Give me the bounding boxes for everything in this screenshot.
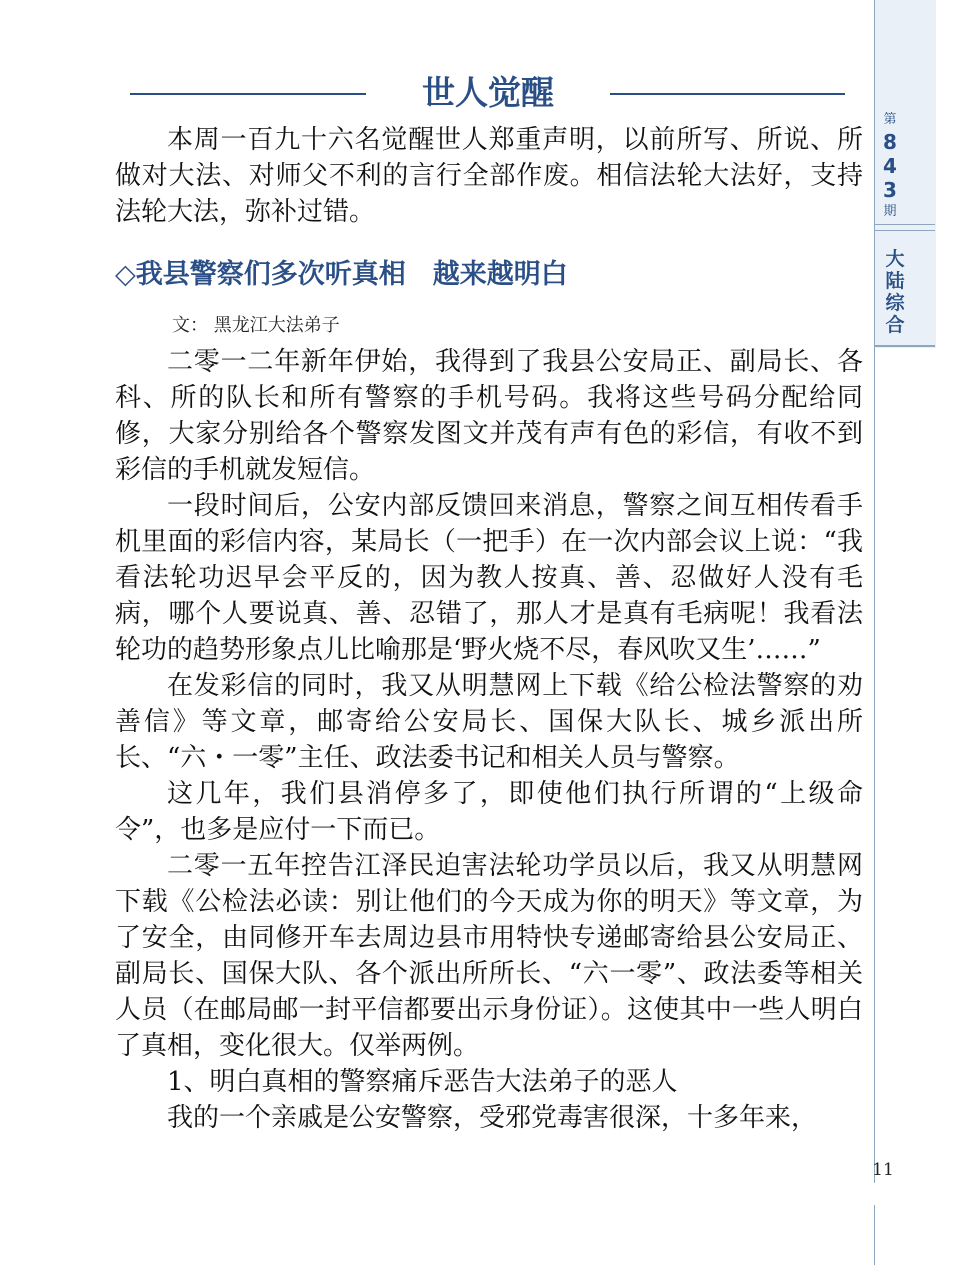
page-edge-rule: [874, 348, 875, 1183]
article-body: [115, 344, 863, 1136]
header-rule-left: [130, 93, 366, 95]
article-author: 文： 黑龙江大法弟子: [172, 315, 340, 336]
section-char: 合: [885, 314, 905, 336]
article-paragraph: 二零一五年控告江泽民迫害法轮功学员以后，我又从明慧网下载《公检法必读：别让他们的今天成为你的明天》等文章，为了安全，由同修开车去周边县市用特快专递邮寄给县公安局正、副局长、国保大队、各个派出所所长、“六一零”、政法委等相关人员（在邮局邮一封平信都要出示身份证）。这使其中一些人明白了真相，变化很大。仅举两例。: [115, 851, 863, 1061]
article-paragraph: 这几年，我们县消停多了，即使他们执行所谓的“上级命令”，也多是应付一下而已。: [115, 779, 863, 845]
intro-paragraph: 本周一百九十六名觉醒世人郑重声明，以前所写、所说、所做对大法、对师父不利的言行全部作废。相信法轮大法好，支持法轮大法，弥补过错。: [115, 125, 863, 227]
issue-digit: 3: [883, 178, 897, 202]
sidebar-divider: [874, 345, 935, 347]
sidebar-divider: [874, 224, 935, 225]
issue-digit: 4: [883, 154, 897, 178]
section-char: 大: [885, 248, 905, 270]
issue-suffix: 期: [883, 204, 897, 219]
section-char: 陆: [885, 270, 905, 292]
issue-digit: 8: [883, 130, 897, 154]
issue-label: [874, 110, 906, 222]
page-number: 11: [872, 1160, 894, 1180]
article-paragraph: 我的一个亲戚是公安警察，受邪党毒害很深，十多年来，: [167, 1103, 818, 1133]
article-subheading: 1、明白真相的警察痛斥恶告大法弟子的恶人: [167, 1067, 678, 1097]
issue-prefix: 第: [883, 112, 897, 127]
intro-block: [115, 122, 863, 230]
section-header: [130, 72, 845, 116]
section-title: 世人觉醒: [422, 73, 554, 112]
article-title: ◇我县警察们多次听真相 越来越明白: [115, 259, 568, 290]
section-tag: [874, 248, 916, 336]
article-paragraph: 在发彩信的同时，我又从明慧网上下载《给公检法警察的劝善信》等文章，邮寄给公安局长、国保大队长、城乡派出所长、“六・一零”主任、政法委书记和相关人员与警察。: [115, 671, 863, 773]
sidebar-divider: [874, 230, 935, 231]
page-edge-rule: [874, 1205, 875, 1265]
header-rule-right: [610, 93, 845, 95]
section-char: 综: [885, 292, 905, 314]
article-paragraph: 一段时间后，公安内部反馈回来消息，警察之间互相传看手机里面的彩信内容，某局长（一把手）在一次内部会议上说：“我看法轮功迟早会平反的，因为教人按真、善、忍做好人没有毛病，哪个人要说真、善、忍错了，那人才是真有毛病呢！我看法轮功的趋势形象点儿比喻那是‘野火烧不尽，春风吹又生’……”: [115, 491, 863, 665]
article-paragraph: 二零一二年新年伊始，我得到了我县公安局正、副局长、各科、所的队长和所有警察的手机号码。我将这些号码分配给同修，大家分别给各个警察发图文并茂有声有色的彩信，有收不到彩信的手机就发短信。: [115, 347, 863, 485]
